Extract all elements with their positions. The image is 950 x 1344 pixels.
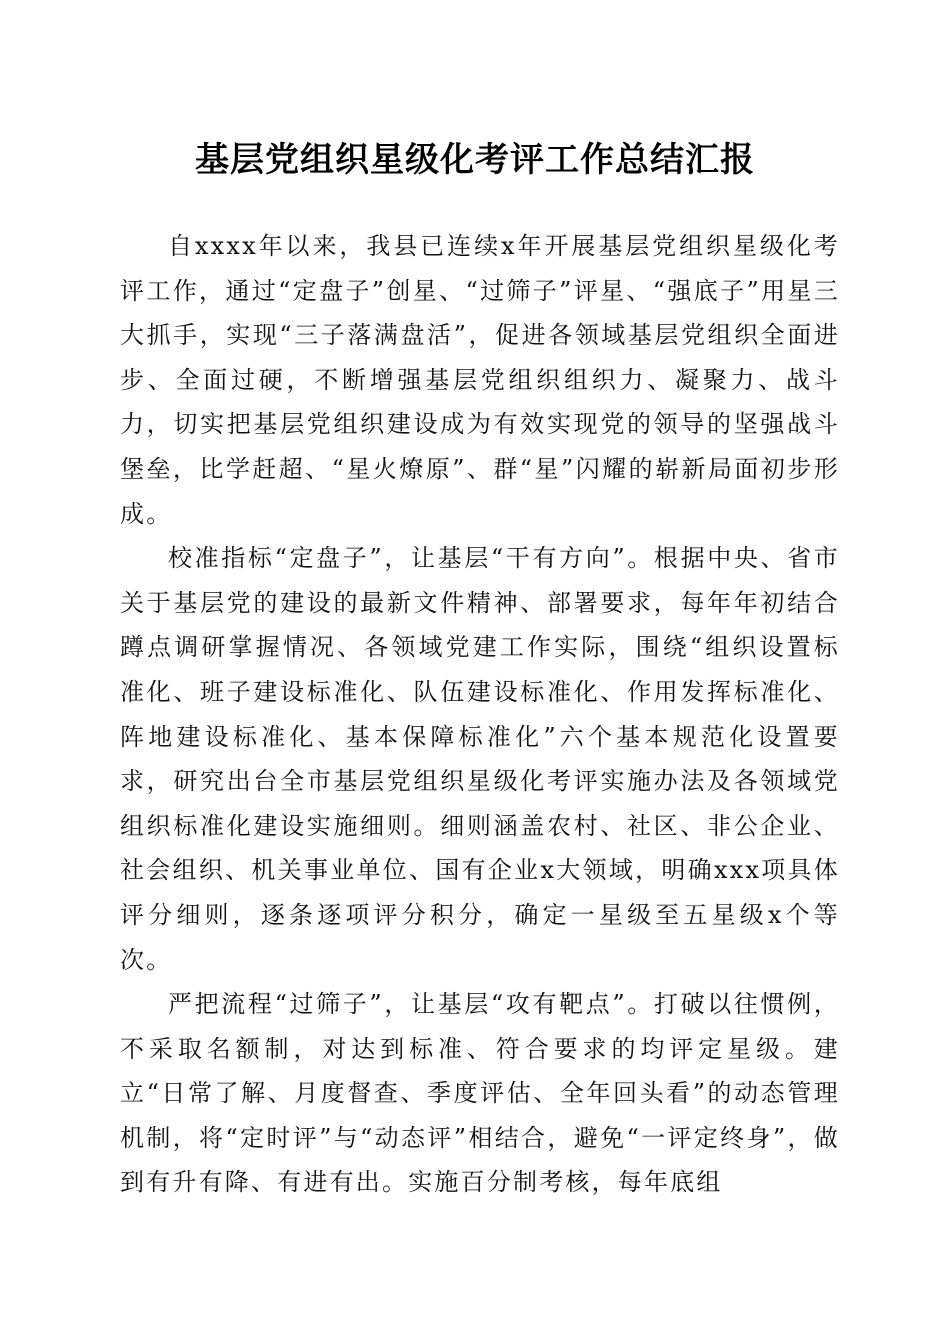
paragraph-calibrate-indicators: 校准指标“定盘子”，让基层“干有方向”。根据中央、省市关于基层党的建设的最新文件精神、部署要求，每年年初结合蹲点调研掌握情况、各领域党建工作实际，围绕“组织设置标准化、班子建设标准化、队伍建设标准化、作用发挥标准化、阵地建设标准化、基本保障标准化”六个基本规范化设置要求，研究出台全市基层党组织星级化考评实施办法及各领域党组织标准化建设实施细则。细则涵盖农村、社区、非公企业、社会组织、机关事业单位、国有企业x大领域，明确xxx项具体评分细则，逐条逐项评分积分，确定一星级至五星级x个等次。: [120, 544, 840, 974]
paragraph-intro: 自xxxx年以来，我县已连续x年开展基层党组织星级化考评工作，通过“定盘子”创星、“过筛子”评星、“强底子”用星三大抓手，实现“三子落满盘活”，促进各领域基层党组织全面进步、全面过硬，不断增强基层党组织组织力、凝聚力、战斗力，切实把基层党组织建设成为有效实现党的领导的坚强战斗堡垒，比学赶超、“星火燎原”、群“星”闪耀的崭新局面初步形成。: [120, 232, 840, 528]
document-title: 基层党组织星级化考评工作总结汇报: [195, 140, 755, 180]
paragraph-strict-process: 严把流程“过筛子”，让基层“攻有靶点”。打破以往惯例，不采取名额制，对达到标准、符合要求的均评定星级。建立“日常了解、月度督查、季度评估、全年回头看”的动态管理机制，将“定时评”与“动态评”相结合，避免“一评定终身”，做到有升有降、有进有出。实施百分制考核，每年底组: [120, 990, 840, 1197]
document-body: [120, 224, 840, 1205]
